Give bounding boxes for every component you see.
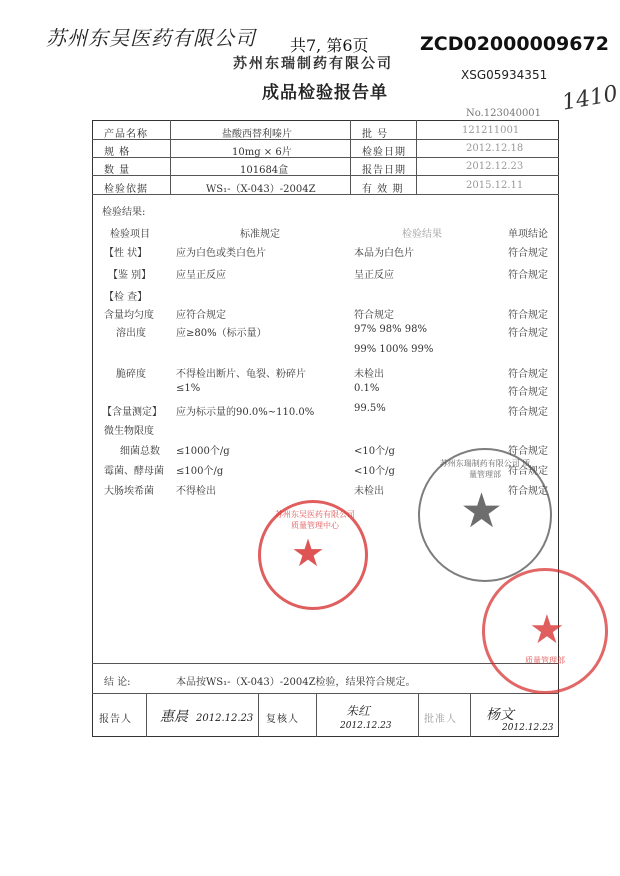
result-item: 【性 状】 (104, 248, 148, 259)
grid-line (92, 194, 559, 195)
quantity-label: 数 量 (104, 165, 131, 176)
handwritten-number: 1410 (560, 81, 620, 116)
conclusion-label: 结 论: (104, 677, 131, 688)
report-date-label: 报告日期 (362, 165, 406, 176)
stamp-star-icon: ★ (291, 531, 326, 575)
result-result: 未检出 (354, 369, 384, 380)
inspect-date: 2012.12.18 (466, 143, 524, 154)
result-conclusion: 符合规定 (508, 446, 548, 457)
report-title: 成品检验报告单 (262, 83, 388, 103)
reporter-date: 2012.12.23 (196, 713, 254, 724)
result-standard: 应符合规定 (176, 310, 226, 321)
grid-line (418, 693, 419, 737)
header-item: 检验项目 (110, 229, 150, 240)
reviewer-date: 2012.12.23 (340, 721, 392, 731)
result-result: 本品为白色片 (354, 248, 414, 259)
spec-label: 规 格 (104, 147, 131, 158)
result-item: 【鉴 别】 (108, 270, 152, 281)
inspect-date-label: 检验日期 (362, 147, 406, 158)
grid-line (416, 120, 417, 194)
red-round-stamp-right (482, 568, 608, 694)
result-result: 未检出 (354, 486, 384, 497)
result-standard: 应为标示量的90.0%~110.0% (176, 407, 315, 418)
result-conclusion: 符合规定 (508, 387, 548, 398)
issuer-company: 苏州东瑞制药有限公司 (233, 56, 393, 72)
grid-line (146, 693, 147, 737)
red-round-stamp-left (258, 500, 368, 610)
result-conclusion: 符合规定 (508, 328, 548, 339)
header-result: 检验结果 (402, 229, 442, 240)
result-conclusion: 符合规定 (508, 407, 548, 418)
grey-round-stamp (418, 448, 552, 582)
grid-line (170, 120, 171, 194)
result-standard: 应≥80%（标示量） (176, 328, 267, 339)
result-conclusion: 符合规定 (508, 310, 548, 321)
result-result: 符合规定 (354, 310, 394, 321)
document-code: ZCD02000009672 (420, 33, 609, 55)
result-item: 大肠埃希菌 (104, 486, 154, 497)
basis-label: 检验依据 (104, 184, 148, 195)
result-conclusion: 符合规定 (508, 466, 548, 477)
result-standard: 不得检出断片、龟裂、粉碎片 (176, 369, 306, 380)
stamp-code: XSG05934351 (461, 68, 548, 82)
result-conclusion: 符合规定 (508, 270, 548, 281)
header-conclusion: 单项结论 (508, 229, 548, 240)
grid-line (350, 120, 351, 194)
result-conclusion: 符合规定 (508, 369, 548, 380)
valid-date: 2015.12.11 (466, 180, 524, 191)
result-item: 脆碎度 (116, 369, 146, 380)
result-standard: 应为白色或类白色片 (176, 248, 266, 259)
handwritten-company-name: 苏州东吴医药有限公司 (46, 26, 256, 50)
result-standard: ≤1000个/g (176, 446, 230, 457)
page-info: 共7, 第6页 (290, 36, 369, 55)
grid-line (92, 139, 559, 140)
product-name: 盐酸西替利嗪片 (222, 129, 292, 140)
result-result: 0.1% (354, 383, 380, 394)
reporter-label: 报告人 (99, 714, 132, 725)
grid-line (470, 693, 471, 737)
product-name-label: 产品名称 (104, 129, 148, 140)
stamp-star-icon: ★ (460, 483, 504, 539)
result-standard: ≤1% (176, 383, 201, 394)
reviewer-signature: 朱红 (346, 704, 371, 718)
result-item: 含量均匀度 (104, 310, 154, 321)
grey-stamp-text: 苏州东瑞制药有限公司 质量管理部 (439, 459, 531, 479)
conclusion-text: 本品按WS₁-（X-043）-2004Z检验，结果符合规定。 (176, 677, 416, 688)
header-standard: 标准规定 (240, 229, 280, 240)
grid-line (92, 157, 559, 158)
result-result: 99.5% (354, 403, 386, 414)
grid-line (258, 693, 259, 737)
result-result: 99% 100% 99% (354, 344, 434, 355)
grid-line (92, 175, 559, 176)
result-item: 霉菌、酵母菌 (104, 466, 164, 477)
result-result: 呈正反应 (354, 270, 394, 281)
approver-date: 2012.12.23 (502, 723, 554, 733)
result-item: 溶出度 (116, 328, 146, 339)
valid-label: 有 效 期 (362, 184, 404, 195)
result-item: 微生物限度 (104, 426, 154, 437)
results-section-label: 检验结果: (102, 207, 146, 218)
grid-line (92, 663, 559, 664)
batch-label: 批 号 (362, 129, 389, 140)
result-item: 【检 查】 (104, 292, 148, 303)
result-result: <10个/g (354, 446, 395, 457)
red-right-stamp-text: 质量管理部 (525, 656, 565, 665)
reviewer-label: 复核人 (266, 714, 299, 725)
approver-label: 批准人 (424, 714, 457, 725)
result-item: 【含量测定】 (102, 407, 162, 418)
reporter-signature: 惠晨 (160, 709, 188, 725)
batch-value: 121211001 (462, 125, 520, 136)
result-standard: 应呈正反应 (176, 270, 226, 281)
spec-value: 10mg × 6片 (232, 147, 292, 158)
quantity-value: 101684盒 (240, 165, 289, 176)
grid-line (316, 693, 317, 737)
result-standard: 不得检出 (176, 486, 216, 497)
report-date: 2012.12.23 (466, 161, 524, 172)
grid-line (92, 693, 559, 694)
serial-number: No.123040001 (466, 108, 542, 119)
red-left-stamp-text: 苏州东吴医药有限公司 质量管理中心 (275, 510, 355, 530)
basis-value: WS₁-（X-043）-2004Z (206, 184, 316, 195)
approver-signature: 杨文 (486, 707, 514, 723)
stamp-star-icon: ★ (529, 607, 565, 653)
result-standard: ≤100个/g (176, 466, 224, 477)
result-result: 97% 98% 98% (354, 324, 428, 335)
result-conclusion: 符合规定 (508, 486, 548, 497)
result-item: 细菌总数 (120, 446, 160, 457)
result-result: <10个/g (354, 466, 395, 477)
result-conclusion: 符合规定 (508, 248, 548, 259)
